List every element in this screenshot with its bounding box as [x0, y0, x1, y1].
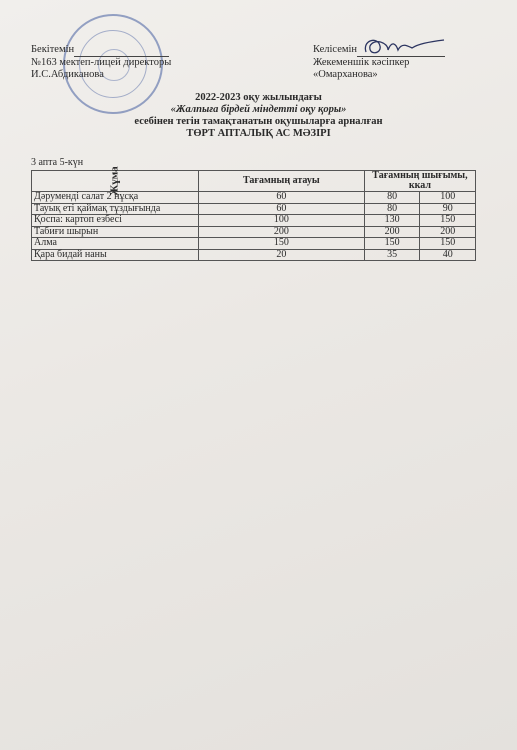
table-row: [32, 192, 476, 204]
yield-1: 150: [198, 238, 364, 250]
approve-position: №163 мектеп-лицей директоры: [31, 56, 172, 68]
yield-3: 150: [420, 238, 476, 250]
table-row: [32, 203, 476, 215]
approve-label: Бекітемін: [31, 44, 75, 55]
week-day-label: 3 апта 5-күн: [31, 157, 84, 168]
dish-name: Табиғи шырын: [32, 226, 199, 238]
day-label: Жұма: [108, 165, 121, 196]
dish-name: Қара бидай наны: [32, 249, 199, 261]
title-menu: ТӨРТ АПТАЛЫҚ АС МӘЗІРІ: [186, 128, 331, 139]
dish-name: Дәрумендi салат 2 нұсқа: [32, 192, 199, 204]
yield-1: 100: [198, 215, 364, 227]
yield-3: 40: [420, 249, 476, 261]
yield-3: 90: [420, 203, 476, 215]
yield-1: 60: [198, 192, 364, 204]
yield-2: 150: [364, 238, 420, 250]
yield-1: 20: [198, 249, 364, 261]
table-row: [32, 226, 476, 238]
table-row: [32, 249, 476, 261]
yield-1: 60: [198, 203, 364, 215]
yield-3: 200: [420, 226, 476, 238]
yield-1: 200: [198, 226, 364, 238]
table-header-row: [32, 171, 476, 192]
agreement-block: [313, 44, 445, 82]
yield-2: 130: [364, 215, 420, 227]
menu-table: [31, 165, 476, 261]
dish-name: Қоспа: картоп езбесі: [32, 215, 199, 227]
title-fund: «Жалпыға бірдей міндетті оқу қоры»: [170, 104, 347, 115]
yield-3: 150: [420, 215, 476, 227]
header-dish-name: Тағамның атауы: [198, 171, 364, 192]
yield-2: 80: [364, 192, 420, 204]
yield-2: 200: [364, 226, 420, 238]
day-cell: [32, 165, 199, 196]
agree-name: «Омарханова»: [313, 69, 378, 80]
table-row: [32, 238, 476, 250]
agree-position: Жекеменшік кәсіпкер: [313, 56, 410, 68]
agree-label: Келісемін: [313, 44, 358, 55]
title-purpose: есебінен тегін тамақтанатын оқушыларға арналған: [134, 116, 383, 127]
yield-2: 80: [364, 203, 420, 215]
header-yield: Тағамның шығымы, ккал: [364, 171, 475, 192]
approve-name: И.С.Абдиканова: [31, 69, 104, 80]
dish-name: Алма: [32, 238, 199, 250]
yield-2: 35: [364, 249, 420, 261]
dish-name: Тауық еті қаймақ тұздығында: [32, 203, 199, 215]
yield-3: 100: [420, 192, 476, 204]
approval-block: [31, 44, 171, 82]
title-year: 2022-2023 оқу жылындағы: [195, 92, 322, 103]
table-row: [32, 215, 476, 227]
document-title: [0, 92, 517, 140]
